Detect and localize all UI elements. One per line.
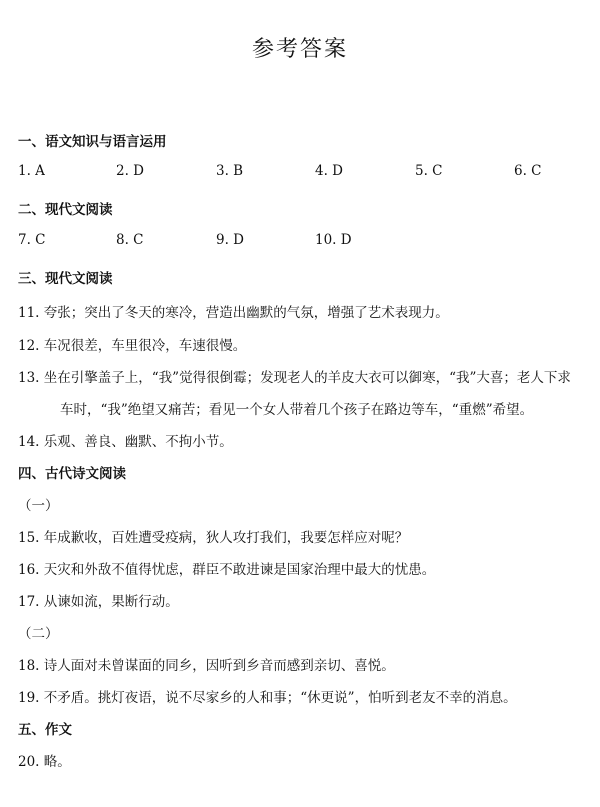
answer-1: 1. A [18,163,45,179]
section-heading-5: 五、作文 [18,722,72,738]
subsection-1: （一） [18,498,59,514]
section-heading-3: 三、现代文阅读 [18,271,113,287]
answer-15: 15. 年成歉收，百姓遭受疫病，狄人攻打我们，我要怎样应对呢？ [18,530,409,546]
answer-19: 19. 不矛盾。挑灯夜语，说不尽家乡的人和事；“休更说”，怕听到老友不幸的消息。 [18,690,517,706]
answer-5: 5. C [415,163,443,179]
answer-2: 2. D [116,163,144,179]
answer-10: 10. D [315,232,352,248]
section-heading-2: 二、现代文阅读 [18,202,113,218]
answer-18: 18. 诗人面对未曾谋面的同乡，因听到乡音而感到亲切、喜悦。 [18,658,395,674]
answer-9: 9. D [216,232,244,248]
page-title: 参考答案 [251,37,348,62]
answer-12: 12. 车况很差，车里很冷，车速很慢。 [18,338,247,354]
section-heading-1: 一、语文知识与语言运用 [18,134,167,150]
answer-7: 7. C [18,232,46,248]
answer-14: 14. 乐观、善良、幽默、不拘小节。 [18,434,233,450]
section-heading-4: 四、古代诗文阅读 [18,466,126,482]
answer-13-line-2: 车时，“我”绝望又痛苦；看见一个女人带着几个孩子在路边等车，“重燃”希望。 [60,402,534,418]
answer-13-line-1: 13. 坐在引擎盖子上，“我”觉得很倒霉；发现老人的羊皮大衣可以御寒，“我”大喜；老人下求 [18,370,571,386]
answer-4: 4. D [315,163,343,179]
subsection-2: （二） [18,626,59,642]
answer-6: 6. C [514,163,542,179]
answer-16: 16. 天灾和外敌不值得忧虑，群臣不敢进谏是国家治理中最大的忧患。 [18,562,436,578]
answer-17: 17. 从谏如流，果断行动。 [18,594,179,610]
answer-8: 8. C [116,232,144,248]
answer-20: 20. 略。 [18,754,71,770]
answer-11: 11. 夸张；突出了冬天的寒冷，营造出幽默的气氛，增强了艺术表现力。 [18,305,449,321]
answer-3: 3. B [216,163,244,179]
